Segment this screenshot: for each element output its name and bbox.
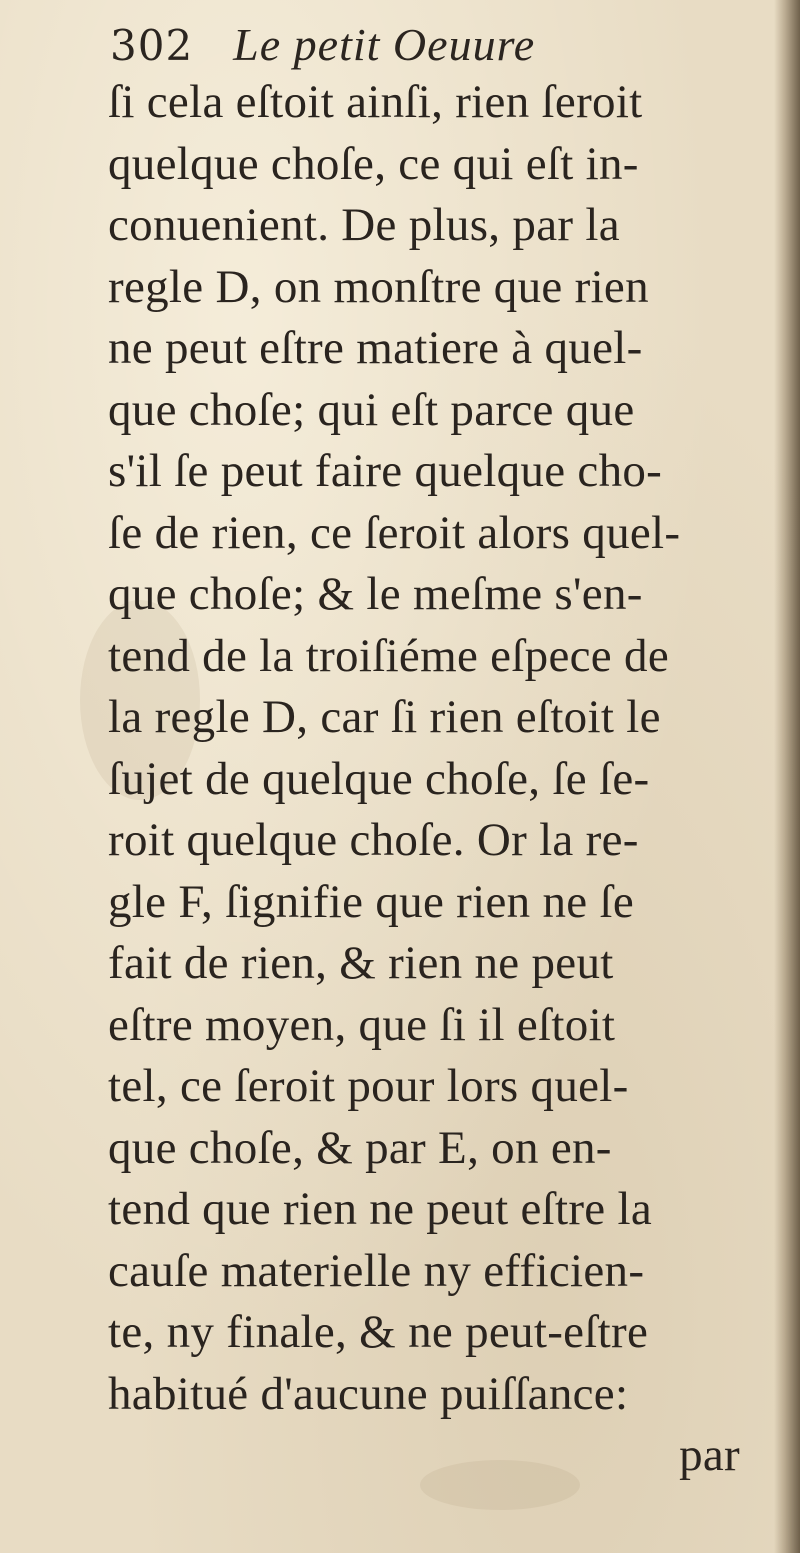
running-title: Le petit Oeuure xyxy=(233,19,536,70)
text-line: que choſe; & le meſme s'en- xyxy=(108,568,643,620)
text-line: cauſe materielle ny efficien- xyxy=(108,1244,645,1297)
text-line: ſe de rien, ce ſeroit alors quel- xyxy=(108,506,681,559)
text-line: tend que rien ne peut eſtre la xyxy=(108,1183,653,1235)
text-line: ſujet de quelque choſe, ſe ſe- xyxy=(108,752,650,805)
catchword: par xyxy=(679,1429,740,1481)
text-line: gle F, ſignifie que rien ne ſe xyxy=(108,875,634,928)
page-header xyxy=(110,18,535,78)
text-line: eſtre moyen, que ſi il eſtoit xyxy=(108,998,616,1051)
text-line: la regle D, car ſi rien eſtoit le xyxy=(108,691,661,743)
text-line: quelque choſe, ce qui eſt in- xyxy=(108,137,639,190)
body-text xyxy=(108,72,748,1487)
text-line: regle D, on monſtre que rien xyxy=(108,260,649,313)
text-line: fait de rien, & rien ne peut xyxy=(108,937,614,989)
text-line: te, ny finale, & ne peut-eſtre xyxy=(108,1306,649,1358)
text-line: ne peut eſtre matiere à quel- xyxy=(108,322,643,374)
text-line: tend de la troiſiéme eſpece de xyxy=(108,629,669,682)
text-line: habitué d'aucune puiſſance: xyxy=(108,1367,629,1420)
text-line: conuenient. De plus, par la xyxy=(108,199,620,251)
text-line: que choſe, & par E, on en- xyxy=(108,1121,612,1174)
text-line: roit quelque choſe. Or la re- xyxy=(108,814,639,866)
text-line: tel, ce ſeroit pour lors quel- xyxy=(108,1060,629,1112)
text-line: s'il ſe peut faire quelque cho- xyxy=(108,445,663,497)
page-number: 302 xyxy=(110,21,194,70)
text-line: que choſe; qui eſt parce que xyxy=(108,383,635,436)
page-edge-shadow xyxy=(774,0,800,1553)
text-line: ſi cela eſtoit ainſi, rien ſeroit xyxy=(108,76,643,128)
